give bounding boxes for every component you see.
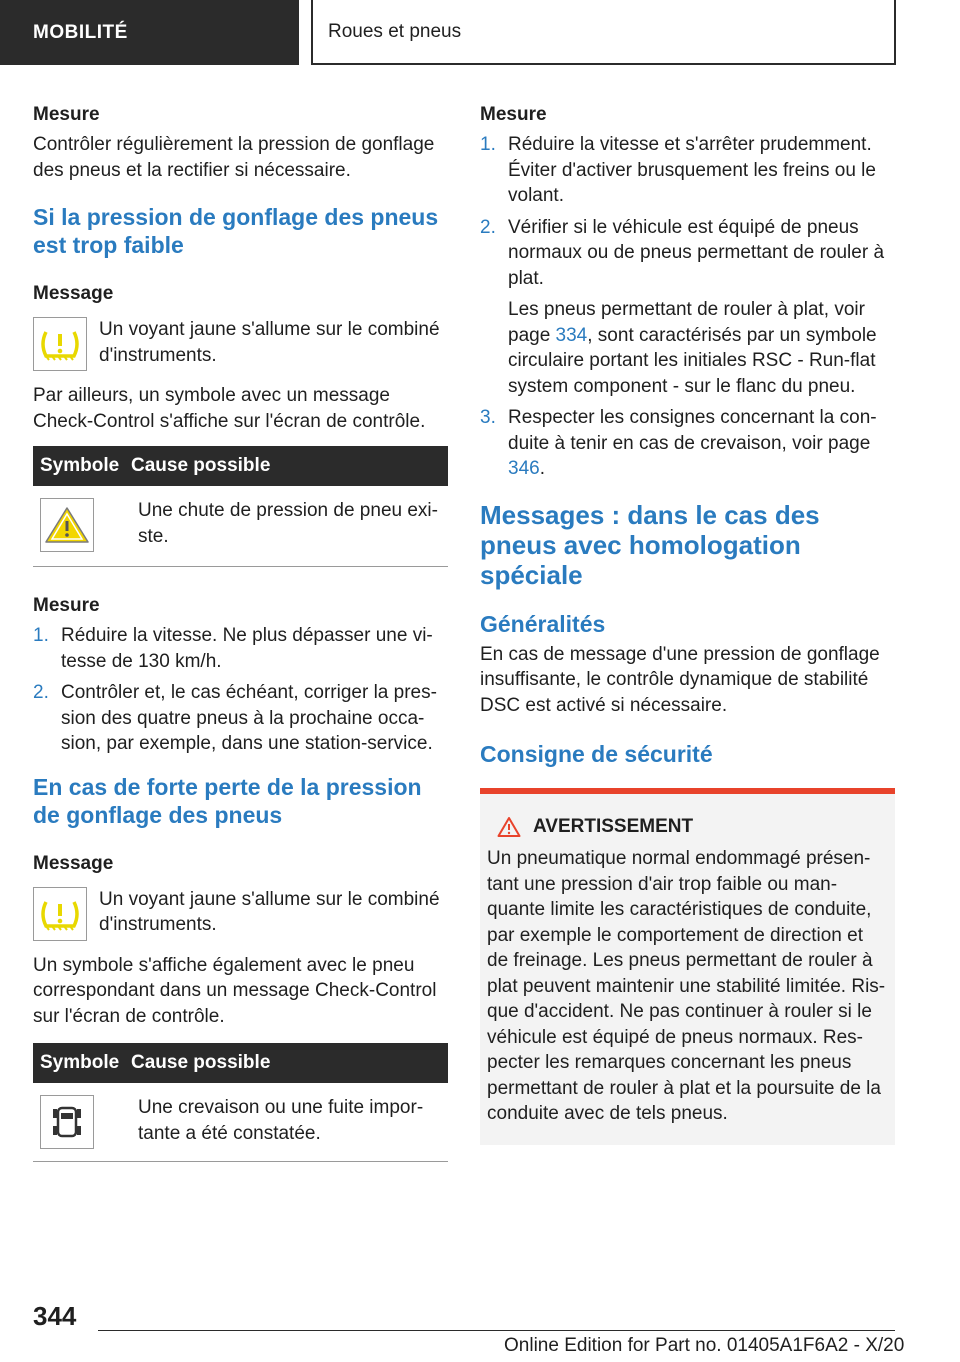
- message-title: Message: [33, 852, 114, 874]
- table-col-cause: Cause possible: [131, 455, 271, 476]
- tire-pressure-warning-icon: [33, 317, 87, 371]
- page-number: 344: [33, 1301, 77, 1331]
- symbol-table: [33, 446, 448, 567]
- step-number: 1.: [33, 625, 49, 646]
- page-link[interactable]: 346: [508, 458, 540, 479]
- step-text: Réduire la vitesse et s'arrêter prudemment. Éviter d'activer brusquement les freins ou le volant.: [508, 134, 876, 206]
- message-text: Un voyant jaune s'allume sur le combiné d'instruments.: [99, 319, 440, 366]
- warning-box: [480, 788, 895, 1145]
- page-link[interactable]: 334: [555, 324, 588, 346]
- measure-title: Mesure: [33, 595, 100, 616]
- measure-steps: [480, 132, 895, 482]
- warning-triangle-icon: [40, 498, 94, 552]
- step-number: 2.: [480, 216, 496, 238]
- step-text: Respecter les consignes concernant la con-duite à tenir en cas de crevaison, voir page 346.: [508, 407, 877, 479]
- section-title: MOBILITÉ: [33, 21, 128, 43]
- table-row: [33, 486, 448, 567]
- step-number: 3.: [480, 407, 496, 428]
- table-header: [33, 1043, 448, 1083]
- special-homologation-heading: Messages : dans le cas des pneus avec homologation spéciale: [480, 499, 820, 590]
- left-column: [33, 102, 448, 1162]
- message-row: [33, 317, 448, 371]
- warning-title: AVERTISSEMENT: [533, 816, 694, 837]
- list-item: [33, 623, 448, 674]
- low-extra-text: Par ailleurs, un symbole avec un message Check-Control s'affiche sur l'écran de contrôle.: [33, 385, 426, 432]
- message-title: Message: [33, 283, 114, 304]
- general-heading: Généralités: [480, 610, 606, 637]
- list-item: [33, 680, 448, 757]
- general-text: En cas de message d'une pression de gonflage insuffisante, le contrôle dynamique de stabilité DSC est activé si nécessaire.: [480, 643, 880, 716]
- step-number: 2.: [33, 682, 49, 703]
- step-number: 1.: [480, 134, 496, 155]
- table-col-cause: Cause possible: [131, 1052, 271, 1073]
- chapter-header: [311, 0, 896, 65]
- measure-steps: [33, 623, 448, 757]
- car-tire-icon: [40, 1095, 94, 1149]
- table-row: [33, 1083, 448, 1162]
- list-item: [480, 132, 895, 209]
- footer-divider: [98, 1330, 895, 1331]
- chapter-title: Roues et pneus: [328, 20, 462, 42]
- table-col-symbol: Symbole: [40, 455, 120, 476]
- safety-heading: Consigne de sécurité: [480, 741, 713, 767]
- section-header: [0, 0, 299, 65]
- table-col-symbol: Symbole: [40, 1052, 120, 1073]
- warning-text: Un pneumatique normal endommagé présen-tant une pression d'air trop faible ou man-quante limite les caractéristiques de conduite, par exemple le comportement de direction et de freinage. Les pneus permettant de rouler à plat peuvent maintenir une stabilité limitée. Ris-que d'accident. Ne pas continuer à rouler si le véhicule est équipé de pneus normaux. Res-pecter les remarques concernant les pneus permettant de rouler à plat et la poursuite de la conduite avec de tels pneus.: [487, 848, 886, 1124]
- warning-triangle-icon: [497, 816, 521, 838]
- step-text: Contrôler et, le cas échéant, corriger la pres-sion des quatre pneus à la prochaine occa-sion, par exemple, dans une station-service.: [61, 682, 437, 754]
- low-pressure-heading: Si la pression de gonflage des pneus est trop faible: [33, 204, 439, 258]
- message-row: [33, 887, 448, 941]
- high-extra-text: Un symbole s'affiche également avec le pneu correspondant dans un message Check-Control sur l'écran de contrôle.: [33, 954, 437, 1027]
- table-header: [33, 446, 448, 486]
- step-text: Réduire la vitesse. Ne plus dépasser une vi-tesse de 130 km/h.: [61, 625, 433, 672]
- high-loss-heading: En cas de forte perte de la pression de gonflage des pneus: [33, 773, 422, 828]
- measure-text: Contrôler régulièrement la pression de gonflage des pneus et la rectifier si nécessaire.: [33, 134, 435, 181]
- tire-pressure-warning-icon: [33, 887, 87, 941]
- step-note: Les pneus permettant de rouler à plat, voir page 334, sont caractérisés par un symbole circulaire portant les initiales RSC - Run-flat system component - sur le flanc du pneu.: [508, 299, 877, 397]
- message-text: Un voyant jaune s'allume sur le combiné d'instruments.: [99, 888, 440, 935]
- symbol-table: [33, 1043, 448, 1162]
- right-column: [480, 102, 895, 1145]
- step-text: Vérifier si le véhicule est équipé de pneus normaux ou de pneus permettant de rouler à plat.: [508, 216, 885, 289]
- list-item: [480, 215, 895, 400]
- table-cause-text: Une crevaison ou une fuite impor-tante a été constatée.: [138, 1097, 424, 1144]
- edition-text: Online Edition for Part no. 01405A1F6A2 - X/20: [504, 1335, 905, 1356]
- measure-title: Mesure: [480, 104, 547, 125]
- list-item: [480, 405, 895, 482]
- measure-title: Mesure: [33, 104, 100, 125]
- table-cause-text: Une chute de pression de pneu exi-ste.: [138, 500, 438, 547]
